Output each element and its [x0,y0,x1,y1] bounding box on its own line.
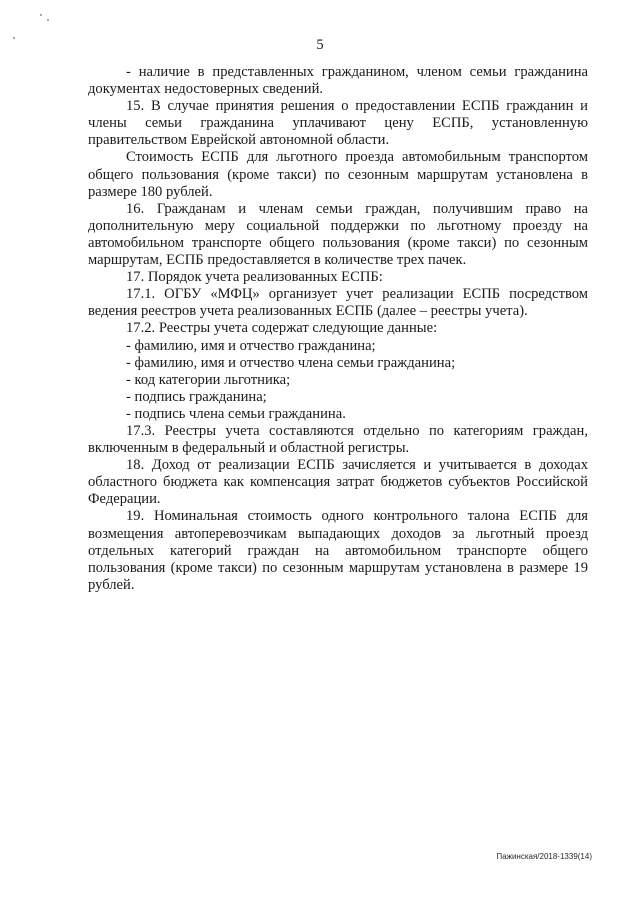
paragraph-false-info: - наличие в представленных гражданином, членом семьи гражданина документах недостоверных сведений. [88,64,588,98]
document-footer-code: Пажинская/2018-1339(14) [496,852,592,861]
paragraph-17-1: 17.1. ОГБУ «МФЦ» организует учет реализации ЕСПБ посредством ведения реестров учета реализованных ЕСПБ (далее – реестры учета). [88,286,588,320]
list-item-family-member-name: - фамилию, имя и отчество члена семьи гражданина; [126,354,456,371]
list-item-citizen-name: - фамилию, имя и отчество гражданина; [126,337,376,354]
paragraph-16: 16. Гражданам и членам семьи граждан, получившим право на дополнительную меру социальной поддержки по льготному проезду на автомобильном транспорте общего пользования (кроме такси) по сезонным маршрутам, ЕСПБ предоставляется в количестве трех пачек. [88,200,588,269]
paragraph-17-2: 17.2. Реестры учета содержат следующие данные: [126,320,438,337]
list-item-citizen-signature: - подпись гражданина; [126,388,267,405]
paragraph-17-3: 17.3. Реестры учета составляются отдельно по категориям граждан, включенным в федеральный и областной регистры. [88,422,588,457]
paragraph-17: 17. Порядок учета реализованных ЕСПБ: [126,269,383,286]
scan-speck [40,14,42,16]
document-body [88,64,588,594]
paragraph-18: 18. Доход от реализации ЕСПБ зачисляется и учитывается в доходах областного бюджета как компенсация затрат бюджетов субъектов Российской Федерации. [88,457,588,508]
list-item-family-member-signature: - подпись члена семьи гражданина. [126,405,346,422]
paragraph-15: 15. В случае принятия решения о предоставлении ЕСПБ гражданин и члены семьи гражданина уплачивают цену ЕСПБ, установленную правительством Еврейской автономной области. [88,98,588,149]
list-item-category-code: - код категории льготника; [126,371,291,388]
scan-speck [47,19,49,21]
paragraph-19: 19. Номинальная стоимость одного контрольного талона ЕСПБ для возмещения автоперевозчикам выпадающих доходов за льготный проезд отдельных категорий граждан на автомобильном транспорте общего пользования (кроме такси) по сезонным маршрутам установлена в размере 19 рублей. [88,508,588,593]
paragraph-price: Стоимость ЕСПБ для льготного проезда автомобильным транспортом общего пользования (кроме такси) по сезонным маршрутам установлена в размере 180 рублей. [88,149,588,200]
page-number: 5 [316,37,324,53]
